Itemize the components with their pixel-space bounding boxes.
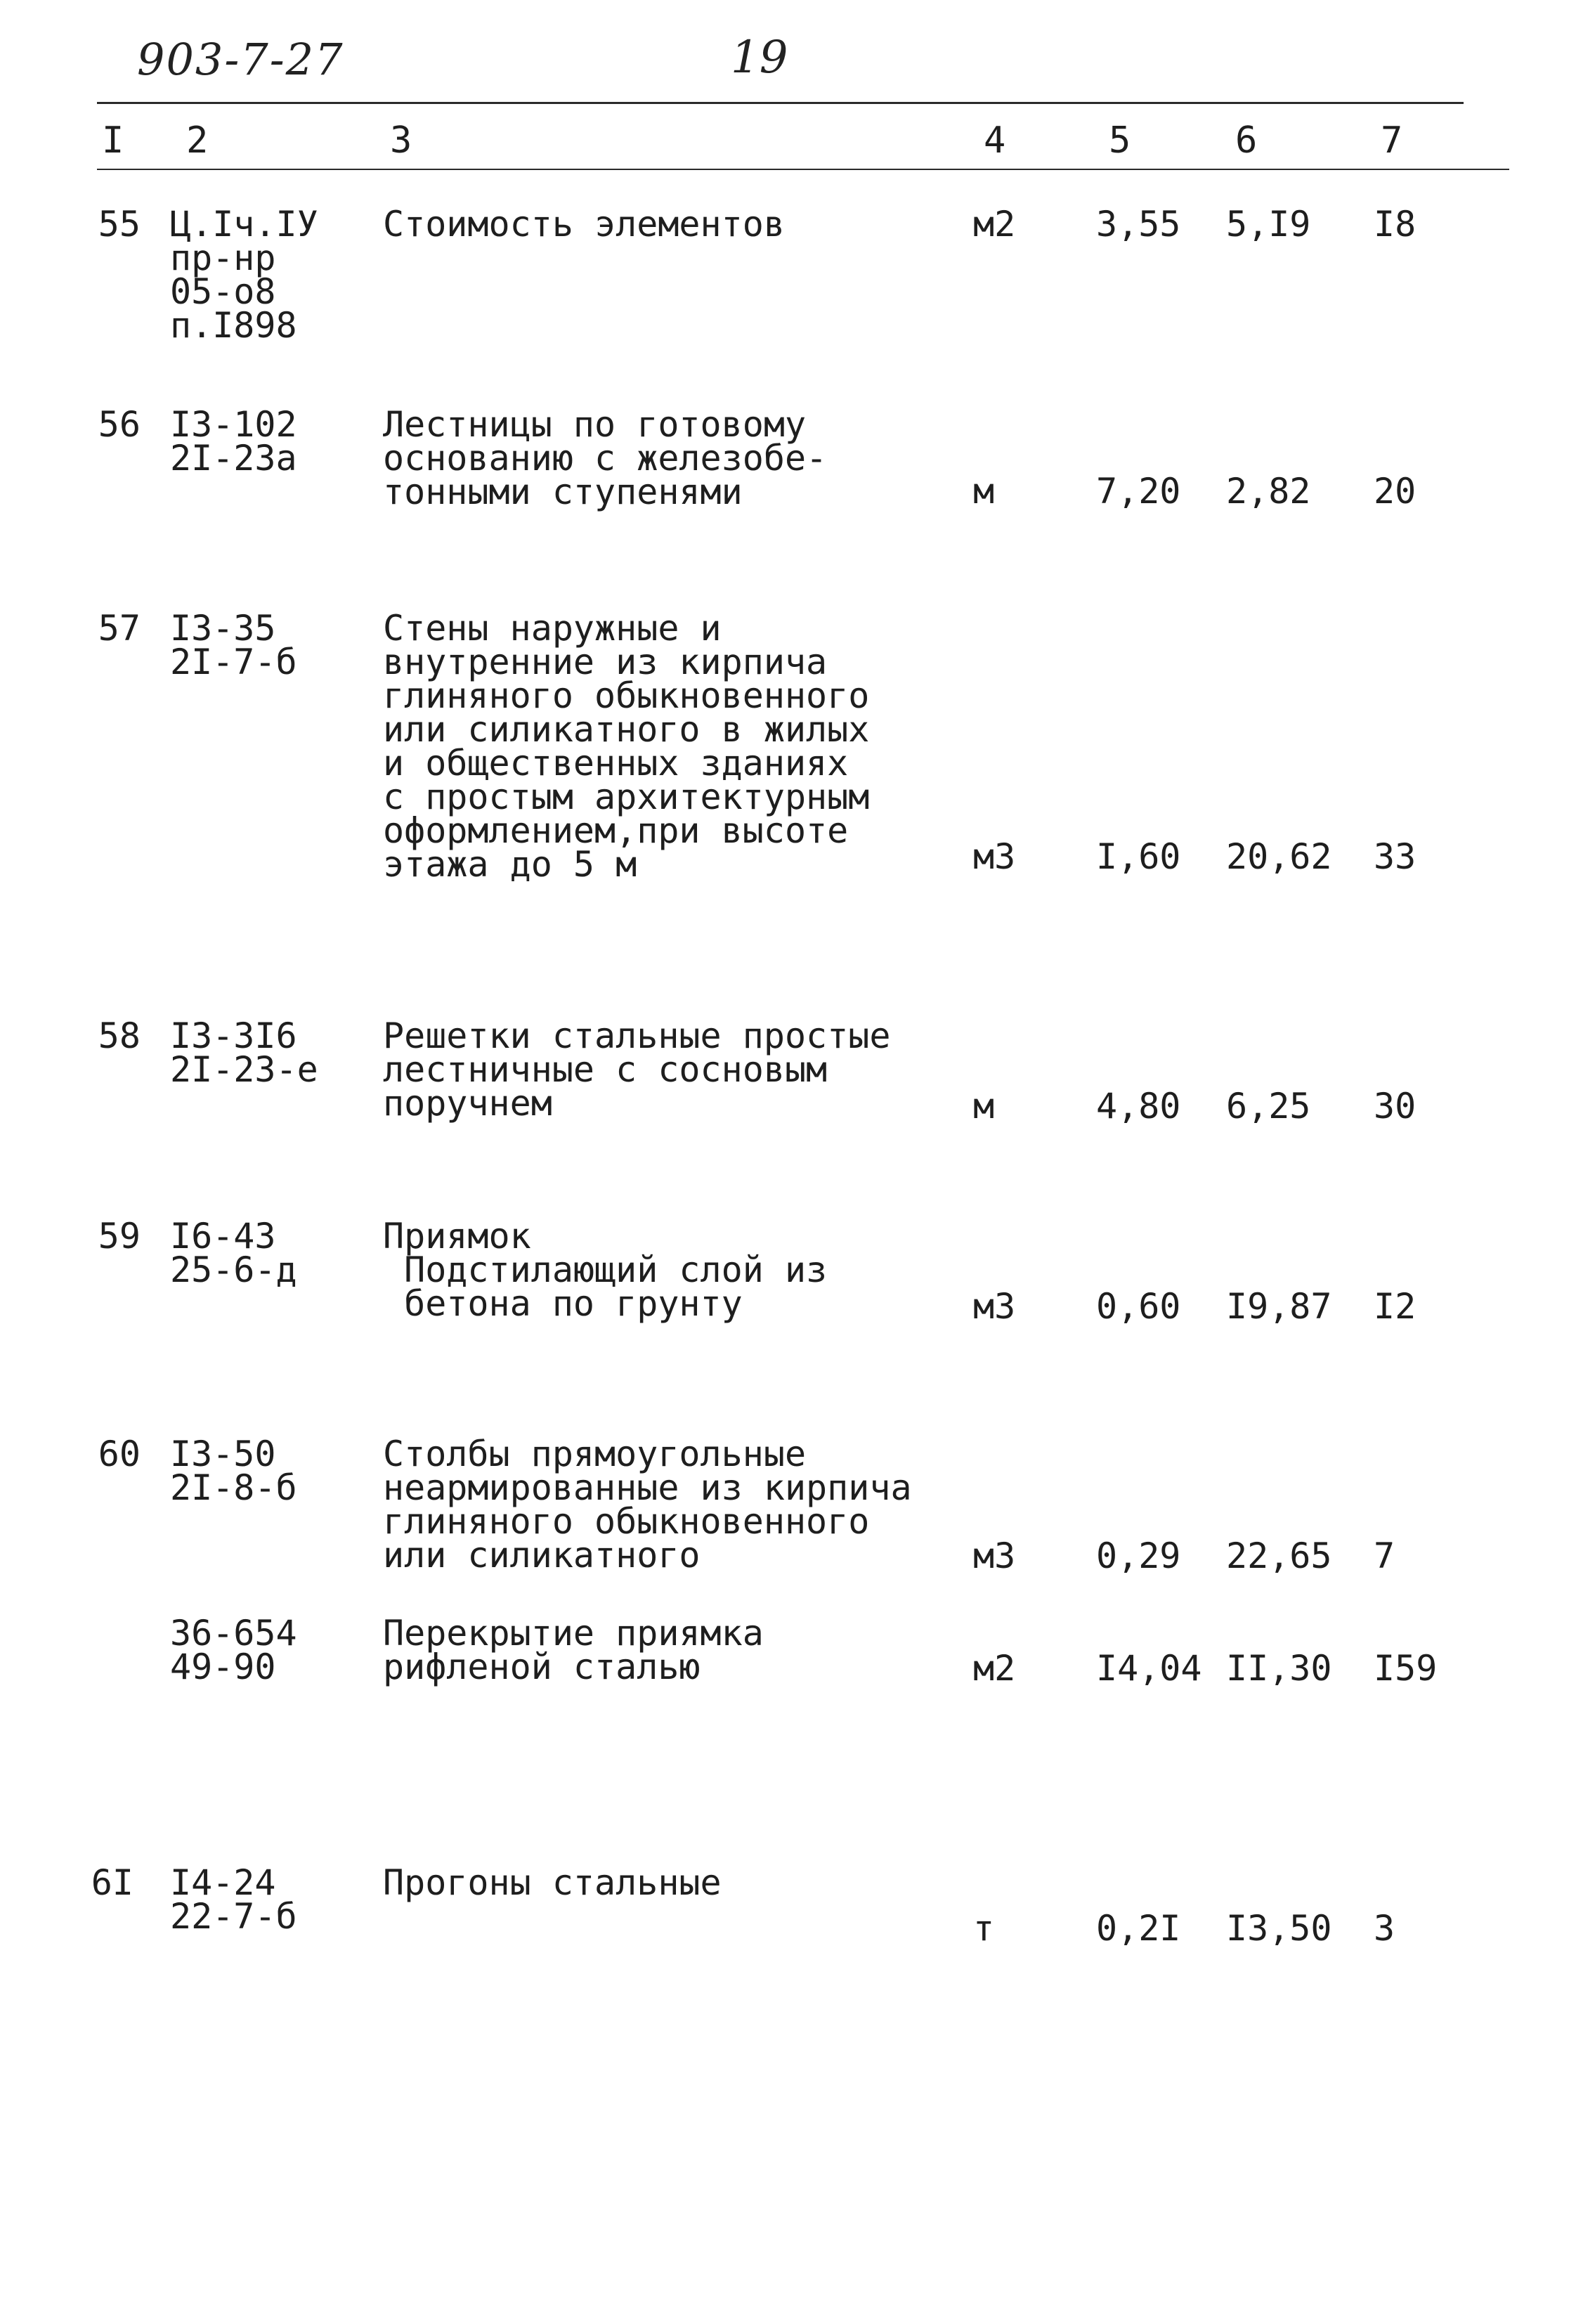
unit: м2 (973, 1648, 1016, 1689)
norm-code: Ц.Iч.IУ пр-нр 05-о8 п.I898 (170, 204, 318, 346)
total: 33 (1374, 836, 1417, 877)
total: 30 (1374, 1086, 1417, 1127)
norm-code: 36-654 49-90 (170, 1613, 297, 1687)
quantity: 0,29 (1096, 1536, 1181, 1576)
row-number: 56 (98, 404, 141, 445)
row-number: 59 (98, 1216, 141, 1257)
unit: м3 (973, 1536, 1016, 1576)
unit-price: 20,62 (1226, 836, 1332, 877)
quantity: 0,60 (1096, 1286, 1181, 1327)
unit: т (973, 1908, 995, 1949)
work-description: Прогоны стальные (383, 1862, 722, 1903)
work-description: Решетки стальные простые лестничные с сосновым поручнем (383, 1015, 891, 1124)
total: I8 (1374, 204, 1417, 245)
quantity: I,60 (1096, 836, 1181, 877)
unit: м (973, 1086, 995, 1127)
row-number: 6I (91, 1862, 133, 1903)
quantity: 4,80 (1096, 1086, 1181, 1127)
norm-code: I3-35 2I-7-б (170, 608, 297, 682)
header-rule (97, 169, 1509, 170)
unit-price: I9,87 (1226, 1286, 1332, 1327)
document-code: 903-7-27 (137, 34, 344, 85)
row-number: 57 (98, 608, 141, 649)
unit-price: 2,82 (1226, 471, 1311, 512)
unit: м2 (973, 204, 1016, 245)
page-number: 19 (731, 32, 788, 84)
quantity: 0,2I (1096, 1908, 1181, 1949)
column-header-2: 2 (186, 119, 209, 162)
norm-code: I3-50 2I-8-б (170, 1434, 297, 1508)
total: 3 (1374, 1908, 1395, 1949)
row-number: 60 (98, 1434, 141, 1474)
quantity: I4,04 (1096, 1648, 1202, 1689)
unit-price: 5,I9 (1226, 204, 1311, 245)
row-number: 55 (98, 204, 141, 245)
work-description: Лестницы по готовому основанию с железобе- тонными ступенями (383, 404, 828, 512)
column-header-6: 6 (1235, 119, 1258, 162)
work-description: Стоимость элементов (383, 204, 785, 245)
norm-code: I4-24 22-7-б (170, 1862, 297, 1937)
quantity: 3,55 (1096, 204, 1181, 245)
column-header-1: I (102, 119, 124, 162)
quantity: 7,20 (1096, 471, 1181, 512)
column-header-4: 4 (984, 119, 1006, 162)
unit: м3 (973, 836, 1016, 877)
unit-price: 22,65 (1226, 1536, 1332, 1576)
column-header-3: 3 (390, 119, 412, 162)
total: 7 (1374, 1536, 1395, 1576)
work-description: Перекрытие приямка рифленой сталью (383, 1613, 764, 1687)
total: I2 (1374, 1286, 1417, 1327)
unit: м (973, 471, 995, 512)
unit-price: I3,50 (1226, 1908, 1332, 1949)
top-rule (97, 102, 1464, 104)
work-description: Приямок Подстилающий слой из бетона по грунту (383, 1216, 828, 1324)
norm-code: I3-3I6 2I-23-е (170, 1015, 318, 1090)
total: I59 (1374, 1648, 1438, 1689)
work-description: Столбы прямоугольные неармированные из кирпича глиняного обыкновенного или силикатного (383, 1434, 912, 1576)
unit-price: 6,25 (1226, 1086, 1311, 1127)
norm-code: I3-102 2I-23а (170, 404, 297, 479)
column-header-5: 5 (1109, 119, 1131, 162)
norm-code: I6-43 25-6-д (170, 1216, 297, 1290)
row-number: 58 (98, 1015, 141, 1056)
work-description: Стены наружные и внутренние из кирпича глиняного обыкновенного или силикатного в жилых и общественных зданиях с простым архитектурным оформлением,при высоте этажа до 5 м (383, 608, 870, 885)
total: 20 (1374, 471, 1417, 512)
column-header-7: 7 (1381, 119, 1403, 162)
unit: м3 (973, 1286, 1016, 1327)
unit-price: II,30 (1226, 1648, 1332, 1689)
